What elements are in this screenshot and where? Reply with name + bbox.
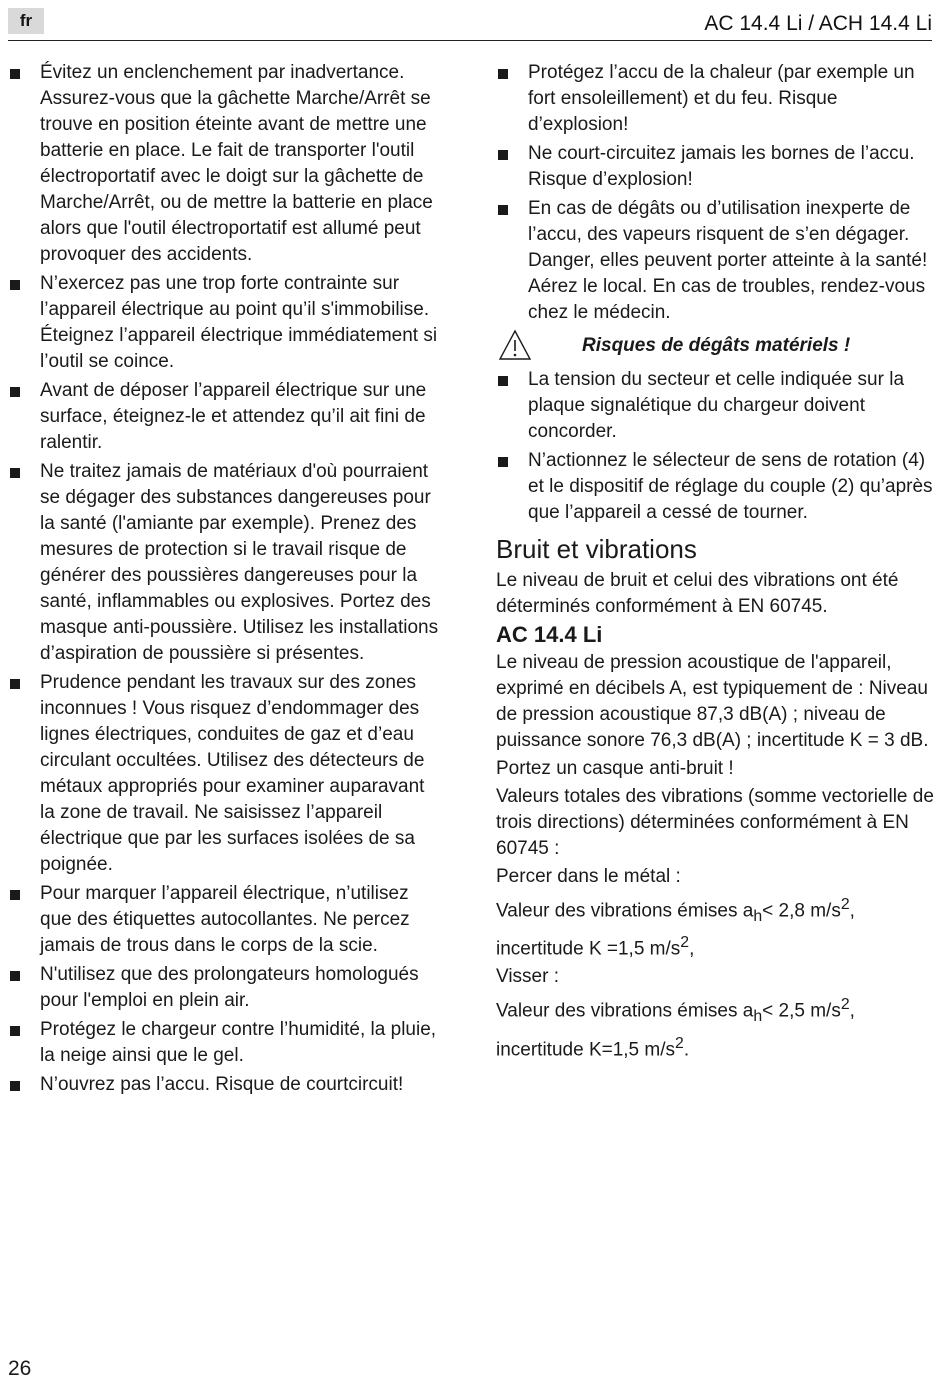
- list-item: Protégez l’accu de la chaleur (par exemple un fort ensoleillement) et du feu. Risque d’explosion!: [496, 60, 936, 138]
- list-item: Évitez un enclenchement par inadvertance. Assurez-vous que la gâchette Marche/Arrêt se trouve en position éteinte avant de mettre une batterie en place. Le fait de transporter l'outil électroportatif avec le doigt sur la gâchette de Marche/Arrêt, ou de mettre la batterie en place alors que l'outil électroportatif est allumé peut provoquer des accidents.: [8, 60, 440, 268]
- left-column: [8, 60, 440, 1101]
- warning-heading: [496, 329, 936, 363]
- list-item: Ne court-circuitez jamais les bornes de l’accu. Risque d’explosion!: [496, 141, 936, 193]
- header-rule: [8, 40, 932, 41]
- drilling-label: Percer dans le métal :: [496, 866, 681, 887]
- list-item: Ne traitez jamais de matériaux d'où pourraient se dégager des substances dangereuses pour la santé (l'amiante par exemple). Prenez des mesures de protection si le travail risque de générer des poussières dangereuses pour la santé, inflammables ou explosives. Portez des masque anti-poussière. Utilisez les installations d’aspiration de poussière si présentes.: [8, 459, 440, 667]
- safety-list-left: [8, 60, 440, 1098]
- material-damage-list: [496, 367, 936, 526]
- list-item: En cas de dégâts ou d’utilisation inexperte de l’accu, des vapeurs risquent de s’en dégager. Danger, elles peuvent porter atteinte à la santé! Aérez le local. En cas de troubles, rendez-vous chez le médecin.: [496, 196, 936, 326]
- list-item: Pour marquer l’appareil électrique, n’utilisez que des étiquettes autocollantes. Ne percez jamais de trous dans le corps de la scie.: [8, 881, 440, 959]
- language-tag: fr: [8, 8, 44, 34]
- page-number: 26: [8, 1357, 32, 1380]
- list-item: Avant de déposer l’appareil électrique sur une surface, éteignez-le et attendez qu’il ait fini de ralentir.: [8, 378, 440, 456]
- section-intro: Le niveau de bruit et celui des vibrations ont été déterminés conformément à EN 60745.: [496, 570, 899, 617]
- drilling-values: Valeur des vibrations émises $a_h< 2,8$ $m/s^2$, incertitude K =1,5 $m/s^2$,: [496, 896, 855, 960]
- model-title: AC 14.4 Li / ACH 14.4 Li: [704, 12, 932, 35]
- safety-list-right: [496, 60, 936, 326]
- list-item: Protégez le chargeur contre l’humidité, la pluie, la neige ainsi que le gel.: [8, 1017, 440, 1069]
- list-item: La tension du secteur et celle indiquée sur la plaque signalétique du chargeur doivent concorder.: [496, 367, 936, 445]
- list-item: N’exercez pas une trop forte contrainte sur l’appareil électrique au point qu’il s'immobilise. Éteignez l’appareil électrique immédiatement si l’outil se coince.: [8, 271, 440, 375]
- right-column: [496, 60, 936, 1065]
- list-item: Prudence pendant les travaux sur des zones inconnues ! Vous risquez d’endommager des lignes électriques, conduites de gaz et d’eau circulant occultées. Utilisez des détecteurs de métaux appropriés pour examiner auparavant la zone de travail. Ne saisissez l’appareil électrique que par les surfaces isolées de sa poignée.: [8, 670, 440, 878]
- screwing-label: Visser :: [496, 966, 560, 988]
- list-item: N’actionnez le sélecteur de sens de rotation (4) et le dispositif de réglage du couple (2) qu’après que l’appareil a cessé de tourner.: [496, 448, 936, 526]
- vibration-intro: Valeurs totales des vibrations (somme vectorielle de trois directions) déterminées conformément à EN 60745 :: [496, 786, 934, 859]
- screwing-values: Valeur des vibrations émises $a_h< 2,5$ $m/s^2$, incertitude K=1,5 $m/s^2$.: [496, 996, 855, 1060]
- noise-text: Le niveau de pression acoustique de l'appareil, exprimé en décibels A, est typiquement de : Niveau de pression acoustique 87,3 dB(A) ; niveau de puissance sonore 76,3 dB(A) ; incertitude K = 3 dB.: [496, 652, 929, 751]
- ear-protection-text: Portez un casque anti-bruit !: [496, 758, 734, 779]
- warning-triangle-icon: [498, 329, 532, 361]
- warning-heading-text: Risques de dégâts matériels !: [582, 335, 851, 356]
- list-item: N’ouvrez pas l’accu. Risque de courtcircuit!: [8, 1072, 440, 1098]
- subsection-title: AC 14.4 Li: [496, 622, 603, 647]
- section-title: Bruit et vibrations: [496, 534, 697, 564]
- list-item: N'utilisez que des prolongateurs homologués pour l'emploi en plein air.: [8, 962, 440, 1014]
